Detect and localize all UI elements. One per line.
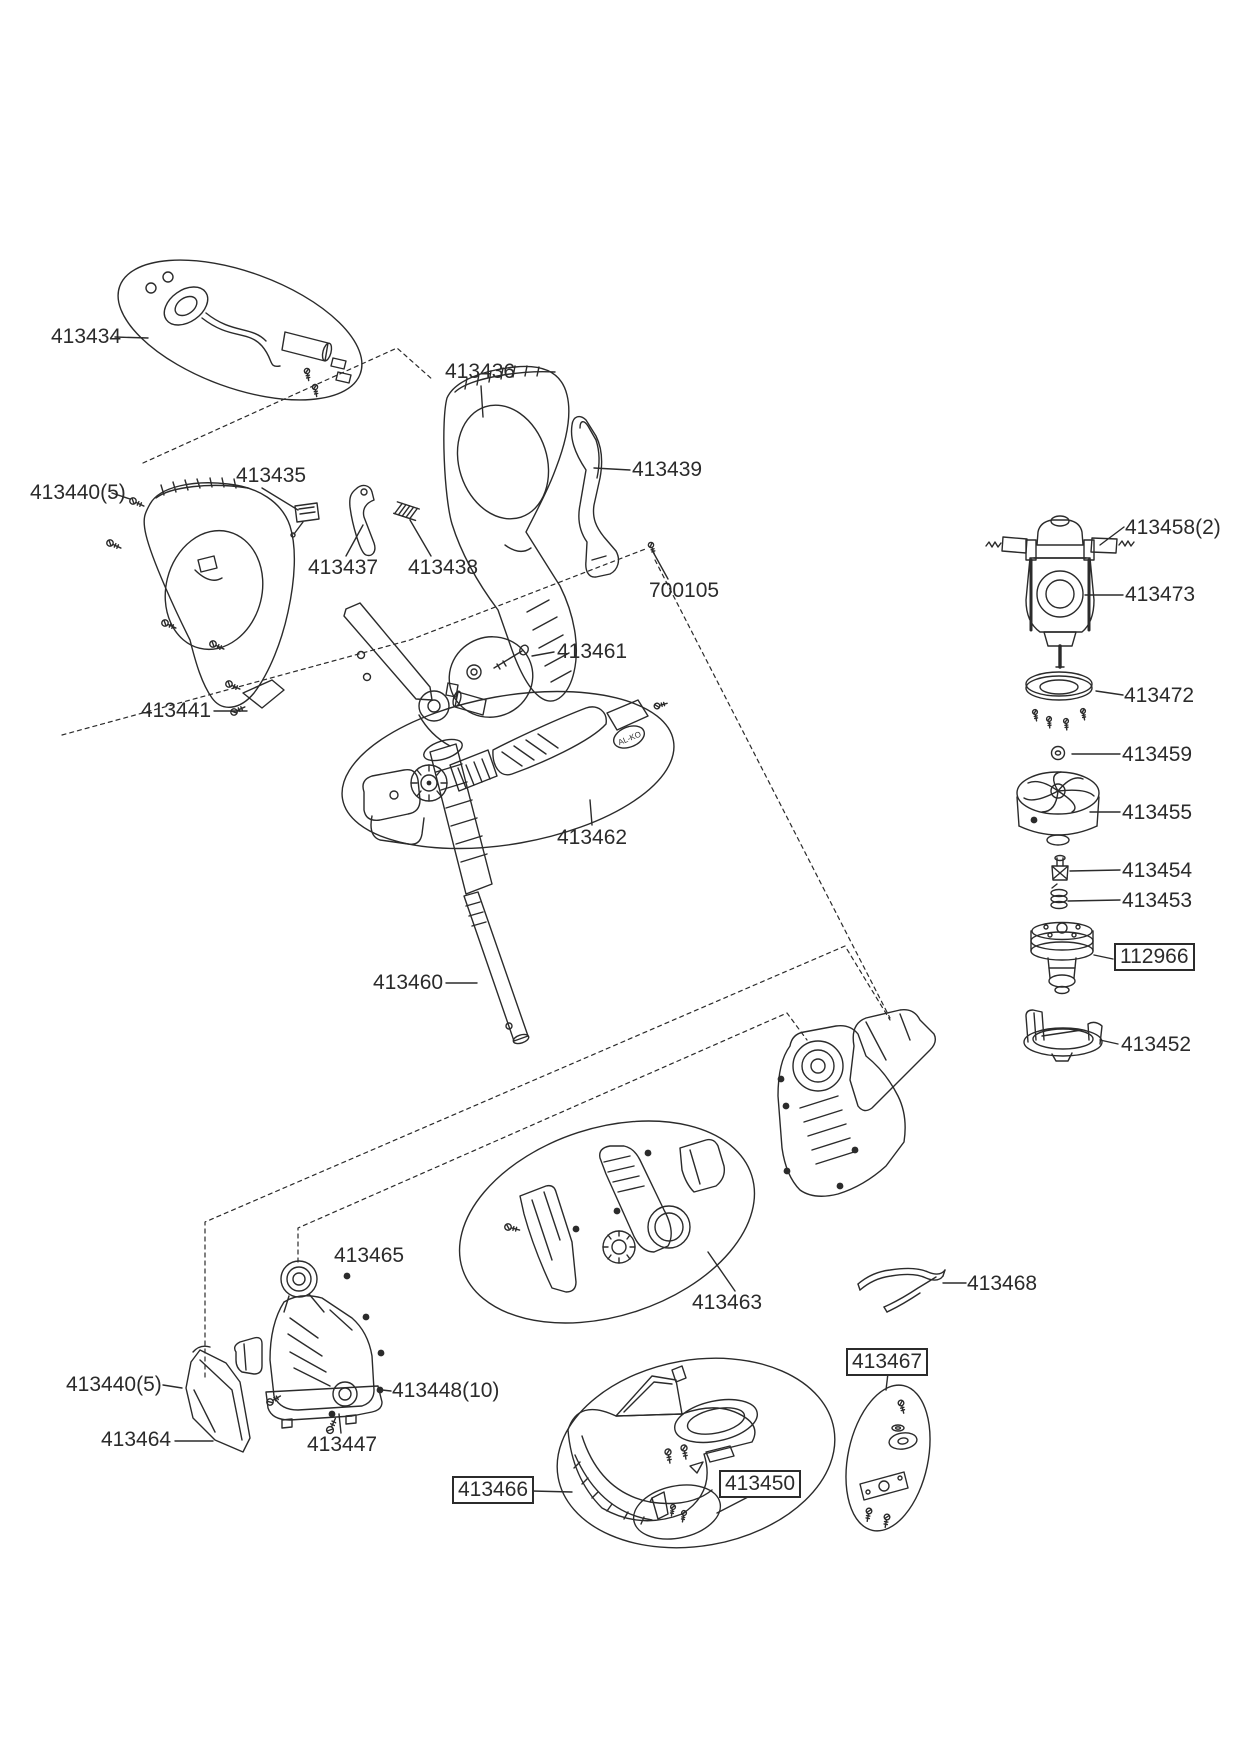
part-label-112966: 112966 xyxy=(1114,943,1195,971)
power-cord-assembly-drawing xyxy=(100,232,380,429)
spool-cover-drawing xyxy=(1024,1010,1102,1061)
handle-cover-strip-drawing xyxy=(572,417,619,578)
part-label-413441: 413441 xyxy=(141,699,212,722)
wire-bail-drawing xyxy=(858,1268,945,1312)
part-label-413448: 413448(10) xyxy=(392,1379,500,1402)
blade-kit-group-drawing xyxy=(833,1377,942,1538)
leader-lines xyxy=(112,337,1124,1513)
blade-guard-group-drawing xyxy=(542,1337,850,1569)
line-spool-drawing xyxy=(1031,923,1093,994)
spring-drawing xyxy=(394,502,420,521)
part-label-413468: 413468 xyxy=(967,1272,1038,1295)
part-label-413440-top: 413440(5) xyxy=(30,481,126,504)
part-label-413460: 413460 xyxy=(373,971,444,994)
part-label-413450: 413450 xyxy=(719,1470,801,1498)
part-label-413437: 413437 xyxy=(308,556,379,579)
handle-screws-drawing xyxy=(106,497,657,717)
part-label-413464: 413464 xyxy=(101,1428,172,1451)
part-label-700105: 700105 xyxy=(649,579,720,602)
part-label-413473: 413473 xyxy=(1125,583,1196,606)
handle-lower-shell-drawing xyxy=(144,478,294,708)
part-label-413472: 413472 xyxy=(1124,684,1195,707)
svg-text:AL-KO: AL-KO xyxy=(616,729,643,748)
part-label-413467: 413467 xyxy=(846,1348,928,1376)
part-label-413459: 413459 xyxy=(1122,743,1193,766)
part-label-413434: 413434 xyxy=(51,325,122,348)
part-label-413466: 413466 xyxy=(452,1476,534,1504)
part-label-413458: 413458(2) xyxy=(1125,516,1221,539)
part-label-413452: 413452 xyxy=(1121,1033,1192,1056)
side-guard-drawing xyxy=(186,1346,250,1452)
hub-part-drawing xyxy=(1052,856,1068,881)
part-label-413455: 413455 xyxy=(1122,801,1193,824)
part-label-413440-bottom: 413440(5) xyxy=(66,1373,162,1396)
throttle-lever-drawing xyxy=(350,485,375,555)
part-label-413462: 413462 xyxy=(557,826,628,849)
part-label-413453: 413453 xyxy=(1122,889,1193,912)
motor-housing-drawing xyxy=(778,1010,936,1197)
part-label-413435: 413435 xyxy=(236,464,307,487)
part-label-413438: 413438 xyxy=(408,556,479,579)
bolt-kit-group-drawing xyxy=(438,625,544,729)
gearhead-group-drawing xyxy=(433,1086,780,1359)
motor-mount-drawing xyxy=(235,1261,385,1435)
washer-drawing xyxy=(1052,747,1065,760)
part-label-413454: 413454 xyxy=(1122,859,1193,882)
bearing-ring-drawing xyxy=(1026,672,1092,730)
spool-spring-drawing xyxy=(1051,884,1067,909)
part-label-413439: 413439 xyxy=(632,458,703,481)
shaft-clamp-group-drawing xyxy=(330,668,687,872)
part-label-413447: 413447 xyxy=(307,1433,378,1456)
motor-drawing xyxy=(986,516,1134,667)
part-label-413465: 413465 xyxy=(334,1244,405,1267)
fan-wheel-drawing xyxy=(1017,772,1099,845)
part-label-413463: 413463 xyxy=(692,1291,763,1314)
part-label-413436: 413436 xyxy=(445,360,516,383)
part-label-413461: 413461 xyxy=(557,640,628,663)
